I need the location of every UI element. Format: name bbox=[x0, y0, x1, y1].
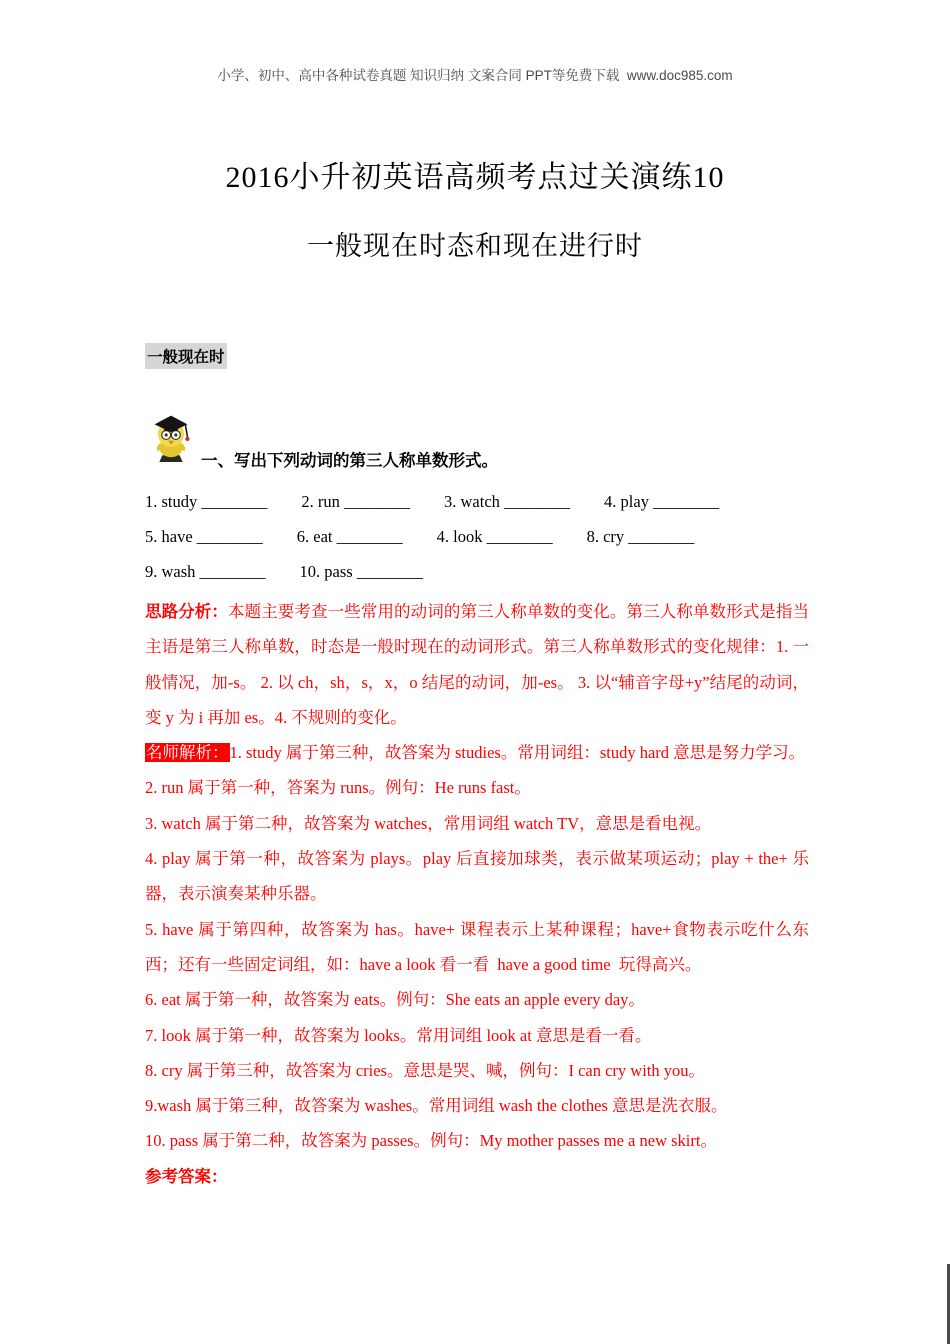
analysis-item: 6. eat 属于第一种，故答案为 eats。例句：She eats an apple every day。 bbox=[145, 990, 645, 1010]
analysis-item: 4. play 属于第一种，故答案为 plays。play 后直接加球类，表示做某项运动；play + the+ 乐器，表示演奏某种乐器。 bbox=[145, 849, 809, 904]
silu-paragraph bbox=[145, 594, 809, 735]
exercise-row bbox=[145, 527, 825, 562]
analysis-item: 2. run 属于第一种，答案为 runs。例句：He runs fast。 bbox=[145, 778, 531, 798]
analysis-block bbox=[145, 594, 809, 1194]
mingshi-text: 1. study 属于第三种，故答案为 studies。常用词组：study hard 意思是努力学习。 bbox=[229, 743, 806, 763]
document-subtitle: 一般现在时态和现在进行时 bbox=[307, 231, 643, 261]
exercise-item: 10. pass ________ bbox=[299, 562, 423, 581]
exercise-item: 4. play ________ bbox=[604, 492, 720, 511]
analysis-item: 3. watch 属于第二种，故答案为 watches，常用词组 watch TV，意思是看电视。 bbox=[145, 813, 712, 833]
site-header-text: 小学、初中、高中各种试卷真题 知识归纳 文案合同 PPT等免费下载 www.doc985.com bbox=[217, 68, 733, 83]
analysis-item: 7. look 属于第一种，故答案为 looks。常用词组 look at 意思是看一看。 bbox=[145, 1025, 652, 1045]
analysis-item: 8. cry 属于第三种，故答案为 cries。意思是哭、喊，例句：I can cry with you。 bbox=[145, 1060, 706, 1080]
exercise-row bbox=[145, 492, 825, 527]
silu-label: 思路分析： bbox=[145, 602, 229, 621]
exercise-item: 2. run ________ bbox=[301, 492, 411, 511]
mingshi-label: 名师解析： bbox=[146, 743, 229, 763]
exercise-item: 8. cry ________ bbox=[586, 527, 695, 546]
exercise-item: 1. study ________ bbox=[145, 492, 268, 511]
graduate-chick-icon bbox=[142, 404, 200, 464]
section-label-present-simple: 一般现在时 bbox=[145, 343, 227, 369]
silu-text: 本题主要考查一些常用的动词的第三人称单数的变化。第三人称单数形式是指当主语是第三人称单数，时态是一般时现在的动词形式。第三人称单数形式的变化规律：1. 一般情况，加-s。 2. 以 ch，sh，s，x，o 结尾的动词，加-es。 3. 以“辅音字母+y”结尾的动词，变 y 为 i 再加 es。4. 不规则的变化。 bbox=[145, 602, 810, 727]
exercise-item: 9. wash ________ bbox=[145, 562, 266, 581]
analysis-item: 10. pass 属于第二种，故答案为 passes。例句：My mother passes me a new skirt。 bbox=[145, 1131, 717, 1151]
analysis-item: 9.wash 属于第三种，故答案为 washes。常用词组 wash the clothes 意思是洗衣服。 bbox=[145, 1096, 728, 1116]
exercise-item: 6. eat ________ bbox=[296, 527, 403, 546]
exercise-heading: 一、写出下列动词的第三人称单数形式。 bbox=[201, 451, 498, 470]
exercise-item: 3. watch ________ bbox=[444, 492, 571, 511]
exercise-item: 4. look ________ bbox=[436, 527, 553, 546]
exercise-row bbox=[145, 562, 825, 597]
mingshi-paragraph bbox=[145, 735, 809, 770]
answer-label: 参考答案： bbox=[145, 1166, 228, 1186]
exercise-list bbox=[145, 492, 825, 597]
exercise-item: 5. have ________ bbox=[145, 527, 263, 546]
analysis-item: 5. have 属于第四种，故答案为 has。have+ 课程表示上某种课程；have+食物表示吃什么东西；还有一些固定词组，如：have a look 看一看 have a good time 玩得高兴。 bbox=[145, 919, 809, 974]
document-title: 2016小升初英语高频考点过关演练10 bbox=[225, 161, 725, 194]
